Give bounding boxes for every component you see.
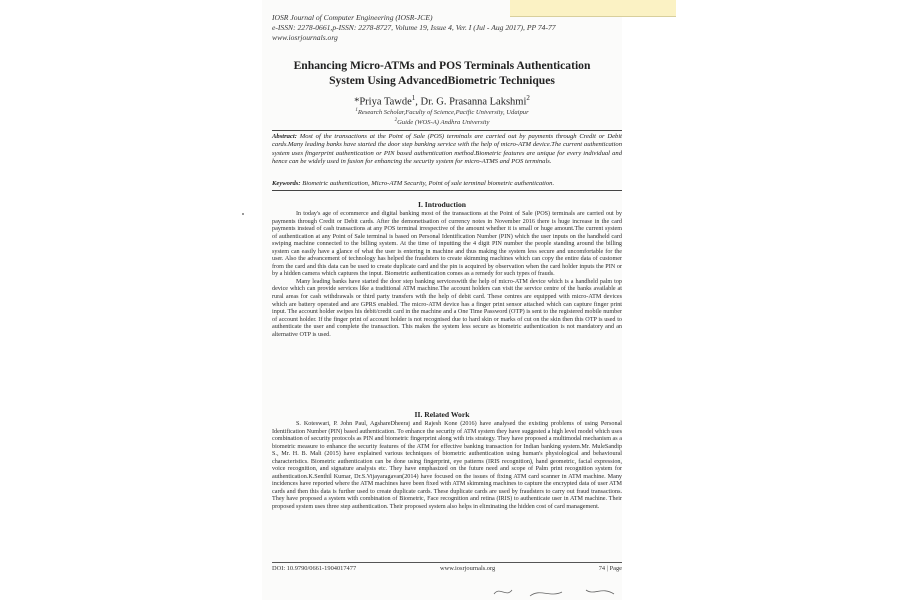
- affiliation-1-text: Research Scholar,Faculty of Science,Pacific University, Udaipur: [357, 109, 529, 117]
- related-work-body: [272, 421, 622, 512]
- journal-issn: e-ISSN: 2278-0661,p-ISSN: 2278-8727, Volume 19, Issue 4, Ver. I (Jul - Aug 2017), PP 74-77: [272, 23, 556, 32]
- footer-page-number: 74 | Page: [598, 565, 622, 572]
- footer-rule: [272, 562, 622, 563]
- author-1: *Priya Tawde: [354, 96, 412, 108]
- journal-header: [272, 13, 556, 43]
- keywords-text: Biometric authentication, Micro-ATM Security, Point of sale terminal biometric authentication.: [302, 180, 555, 187]
- affiliation-2-text: Guide (WOS-A) Andhra University: [397, 119, 490, 127]
- paper-title: [262, 58, 622, 88]
- title-line-1: Enhancing Micro-ATMs and POS Terminals Authentication: [293, 59, 591, 72]
- abstract-text: Most of the transactions at the Point of Sale (POS) terminals are carried out by payments through Credit or Debit cards.Many leading banks have started the door step banking service with the help of micro-ATM device.The current authentication system uses fingerprint authentication or PIN based authentication method.Biometric features are unique for every individual and hence can be widely used in fusion for enhancing the security system for micro-ATMS and POS terminals.: [272, 133, 622, 166]
- affiliations: [262, 107, 622, 127]
- author-1-sup: 1: [411, 94, 416, 102]
- title-line-2: System Using AdvancedBiometric Techniques: [329, 74, 555, 87]
- intro-paragraph-1: In today's age of ecommerce and digital banking most of the transactions at the Point of Sale (POS) terminals are carried out by payments through Credit or Debit cards. After the demonetisation of currency notes in November 2016 there is huge increase in the card payments instead of cash transactions at any POS terminal irrespective of the amount whether it is small or huge amount.The current system of authentication at any Point of Sale terminal is based on Personal Identification Number (PIN) which the user inputs on the handheld card swiping machine connected to the billing system. At the time of inputting the 4 digit PIN number the people standing around the billing system can easily have a glance of what the user is entering in machine and thus making the system less secure and uncomfortable for the user. Also the advancement of technology has helped the fraudsters to create skimming machines which can copy the entire data of customer from the card and this data can be used to create duplicate card and the pin is acquired by observation when the card holder inputs the PIN or by a hidden camera which captures the input. Biometric authentication comes as a remedy for such types of frauds.: [272, 211, 622, 278]
- author-2: Dr. G. Prasanna Lakshmi: [420, 96, 527, 108]
- abstract: [272, 133, 622, 167]
- abstract-label: Abstract:: [272, 133, 297, 140]
- keywords: [272, 180, 622, 188]
- journal-website: www.iosrjournals.org: [272, 33, 338, 42]
- author-line: [262, 94, 622, 108]
- affiliation-1: [262, 107, 622, 117]
- footer-website: www.iosrjournals.org: [440, 565, 496, 572]
- affiliation-2-sup: 2: [394, 118, 398, 124]
- affiliation-2: [262, 117, 622, 127]
- scan-speck: [242, 213, 244, 215]
- author-separator: ,: [415, 96, 421, 108]
- author-2-sup: 2: [526, 94, 530, 102]
- abstract-bottom-rule: [272, 190, 622, 191]
- pen-scribble-mark: [490, 584, 620, 600]
- section-heading-related-work: II. Related Work: [414, 410, 470, 419]
- abstract-top-rule: [272, 130, 622, 131]
- intro-paragraph-2: Many leading banks have started the door step banking serviceswith the help of micro-ATM device which is a handheld palm top device which can provide services like a traditional ATM machine.The account holders can visit the service centre of the banks available at rural areas for cash withdrawals or third party transfers with the help of debit card. These centres are equipped with micro-ATM devices which are battery operated and are GPRS enabled. The micro-ATM device has a finger print sensor attached which can capture finger print input. The account holder swipes his debit/credit card in the machine and a One Time Password (OTP) is sent to the registered mobile number of account holder. If the finger print of account holder is not recognised due to hard skin or marks of cut on the skin then this OTP is used to authenticate the user and complete the transaction. This makes the system less secure as biometric authentication is not mandatory and an alternative OTP is used.: [272, 278, 622, 338]
- related-paragraph-1: S. Koteswari, P. John Paul, AgshareDheeraj and Rajesh Kone (2016) have analysed the existing problems of using Personal Identification Number (PIN) based authentication. To enhance the security of ATM system they have suggested a high level model which uses combination of security protocols as PIN and biometric fingerprint along with iris strategy. They have proposed a multimodal mechanism as a biometric measure to enhance the security features of the ATM for effective banking transaction for Indian banking system.Mr. MuleSandip S., Mr. H. B. Mali (2015) have explained various techniques of biometric authentication using human's physiological and behavioural characteristics. Biometric authentication can be done using fingerprint, eye patterns (IRIS recognition), hand geometric, facial expression, voice recognition, and signature analysis etc. They have emphasized on the future need and scope of Palm print recognition system for authentication.K.Senthil Kumar, Dr.S.Vijayaragavan(2014) have focused on the issues of fixing ATM card scanner in ATM machine. Many incidences have reported where the ATM machines have been fixed with ATM skimming machines to capture the encrypted data of user ATM cards and then this data is further used to create duplicate cards. These duplicate cards are used by fraudsters to carry out fraud transactions. They have proposed a system with combination of Biometric, Face recognition and retina (IRIS) to authenticate user in ATM machine. Their proposed system uses three step authentication. Their proposed system also helps in eliminating the hidden cost of card management.: [272, 421, 622, 511]
- affiliation-1-sup: 1: [355, 108, 358, 113]
- footer-doi: DOI: 10.9790/0661-1904017477: [272, 565, 357, 572]
- journal-name: IOSR Journal of Computer Engineering (IOSR-JCE): [272, 13, 433, 22]
- introduction-body: [272, 211, 622, 339]
- section-heading-introduction: I. Introduction: [418, 200, 466, 209]
- keywords-label: Keywords:: [272, 180, 301, 187]
